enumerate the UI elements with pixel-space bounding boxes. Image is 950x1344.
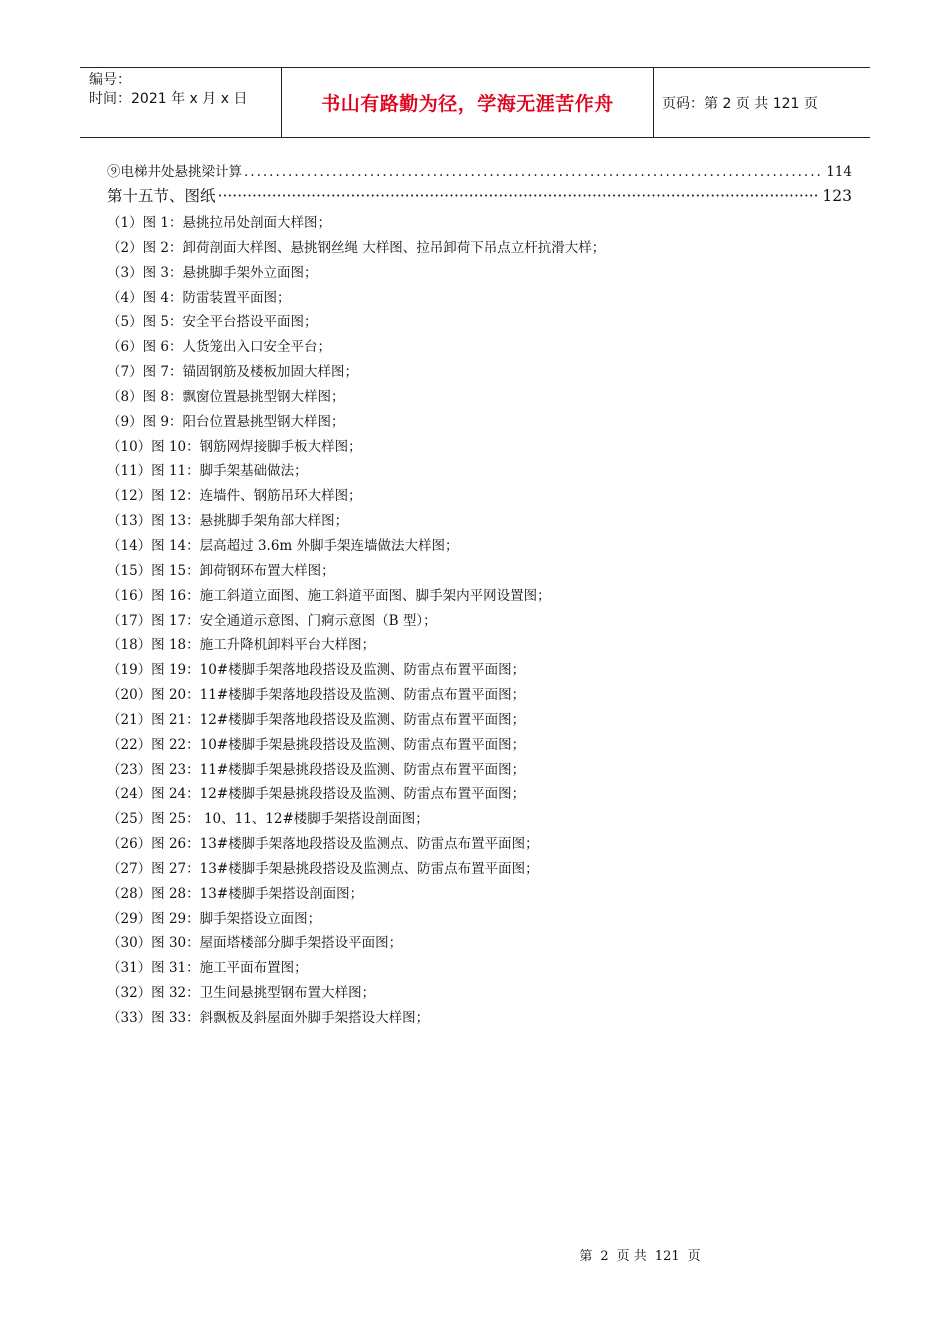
toc-entry[interactable] [107, 184, 852, 209]
list-item: （30）图 30：屋面塔楼部分脚手架搭设平面图； [107, 935, 403, 952]
list-item: （21）图 21：12#楼脚手架落地段搭设及监测、防雷点布置平面图； [107, 711, 526, 728]
list-item: （11）图 11：脚手架基础做法； [107, 463, 308, 480]
page-footer [0, 1245, 950, 1264]
toc-entry-title: ⑨电梯井处悬挑梁计算 [107, 164, 242, 180]
toc-entry-title: 第十五节、图纸 [107, 187, 216, 205]
header-motto: 书山有路勤为径，学海无涯苦作舟 [282, 68, 654, 137]
footer-suffix: 页 [687, 1249, 701, 1264]
list-item: （20）图 20：11#楼脚手架落地段搭设及监测、防雷点布置平面图； [107, 687, 526, 704]
toc-entry[interactable] [107, 160, 852, 184]
header-page-info: 页码：第 2 页 共 121 页 [662, 95, 818, 112]
list-item: （16）图 16：施工斜道立面图、施工斜道平面图、脚手架内平网设置图； [107, 587, 551, 604]
list-item: （24）图 24：12#楼脚手架悬挑段搭设及监测、防雷点布置平面图； [107, 786, 526, 803]
list-item: （13）图 13：悬挑脚手架角部大样图； [107, 513, 349, 530]
page-header [80, 67, 870, 138]
list-item: （19）图 19：10#楼脚手架落地段搭设及监测、防雷点布置平面图； [107, 662, 526, 679]
list-item: （7）图 7：锚固钢筋及楼板加固大样图； [107, 364, 358, 381]
list-item: （29）图 29：脚手架搭设立面图； [107, 910, 322, 927]
list-item: （3）图 3：悬挑脚手架外立面图； [107, 264, 318, 281]
list-item: （27）图 27：13#楼脚手架悬挑段搭设及监测点、防雷点布置平面图； [107, 860, 539, 877]
list-item: （22）图 22：10#楼脚手架悬挑段搭设及监测、防雷点布置平面图； [107, 736, 526, 753]
list-item: （25）图 25： 10、11、12#楼脚手架搭设剖面图； [107, 811, 429, 828]
list-item: （4）图 4：防雷装置平面图； [107, 289, 291, 306]
list-item: （18）图 18：施工升降机卸料平台大样图； [107, 637, 376, 654]
list-item: （28）图 28：13#楼脚手架搭设剖面图； [107, 885, 364, 902]
toc-entry-page: 114 [826, 164, 852, 180]
toc-entry-page: 123 [822, 187, 852, 205]
toc-leader-dots [218, 184, 821, 209]
list-item: （1）图 1：悬挑拉吊处剖面大样图； [107, 215, 331, 231]
list-item: （5）图 5：安全平台搭设平面图； [107, 314, 318, 331]
list-item: （9）图 9：阳台位置悬挑型钢大样图； [107, 413, 345, 430]
list-item: （12）图 12：连墙件、钢筋吊环大样图； [107, 488, 362, 505]
table-of-contents [107, 160, 852, 209]
header-meta [80, 68, 282, 137]
list-item: （10）图 10：钢筋网焊接脚手板大样图； [107, 438, 362, 455]
list-item: （26）图 26：13#楼脚手架落地段搭设及监测点、防雷点布置平面图； [107, 836, 539, 853]
list-item: （32）图 32：卫生间悬挑型钢布置大样图； [107, 985, 376, 1002]
footer-total-pages: 121 [654, 1249, 680, 1264]
list-item: （31）图 31：施工平面布置图； [107, 960, 308, 977]
header-number-label: 编号： [89, 72, 131, 88]
list-item: （17）图 17：安全通道示意图、门痾示意图（B 型）； [107, 612, 437, 629]
list-item: （23）图 23：11#楼脚手架悬挑段搭设及监测、防雷点布置平面图； [107, 761, 526, 778]
footer-page-number: 2 [600, 1249, 609, 1264]
list-item: （2）图 2：卸荷剖面大样图、悬挑钢丝绳 大样图、拉吊卸荷下吊点立杆抗滑大样； [107, 239, 606, 256]
list-item: （8）图 8：飘窗位置悬挑型钢大样图； [107, 388, 345, 405]
toc-leader-dots [244, 160, 824, 184]
list-item: （15）图 15：卸荷钢环布置大样图； [107, 562, 335, 579]
footer-middle: 页 共 [616, 1249, 647, 1264]
header-time-label: 时间：2021 年 x 月 x 日 [89, 91, 248, 107]
footer-prefix: 第 [579, 1249, 593, 1264]
list-item: （14）图 14：层高超过 3.6m 外脚手架连墙做法大样图； [107, 537, 459, 554]
list-item: （33）图 33：斜飘板及斜屋面外脚手架搭设大样图； [107, 1010, 430, 1026]
drawing-list [107, 211, 605, 1031]
list-item: （6）图 6：人货笼出入口安全平台； [107, 339, 331, 356]
